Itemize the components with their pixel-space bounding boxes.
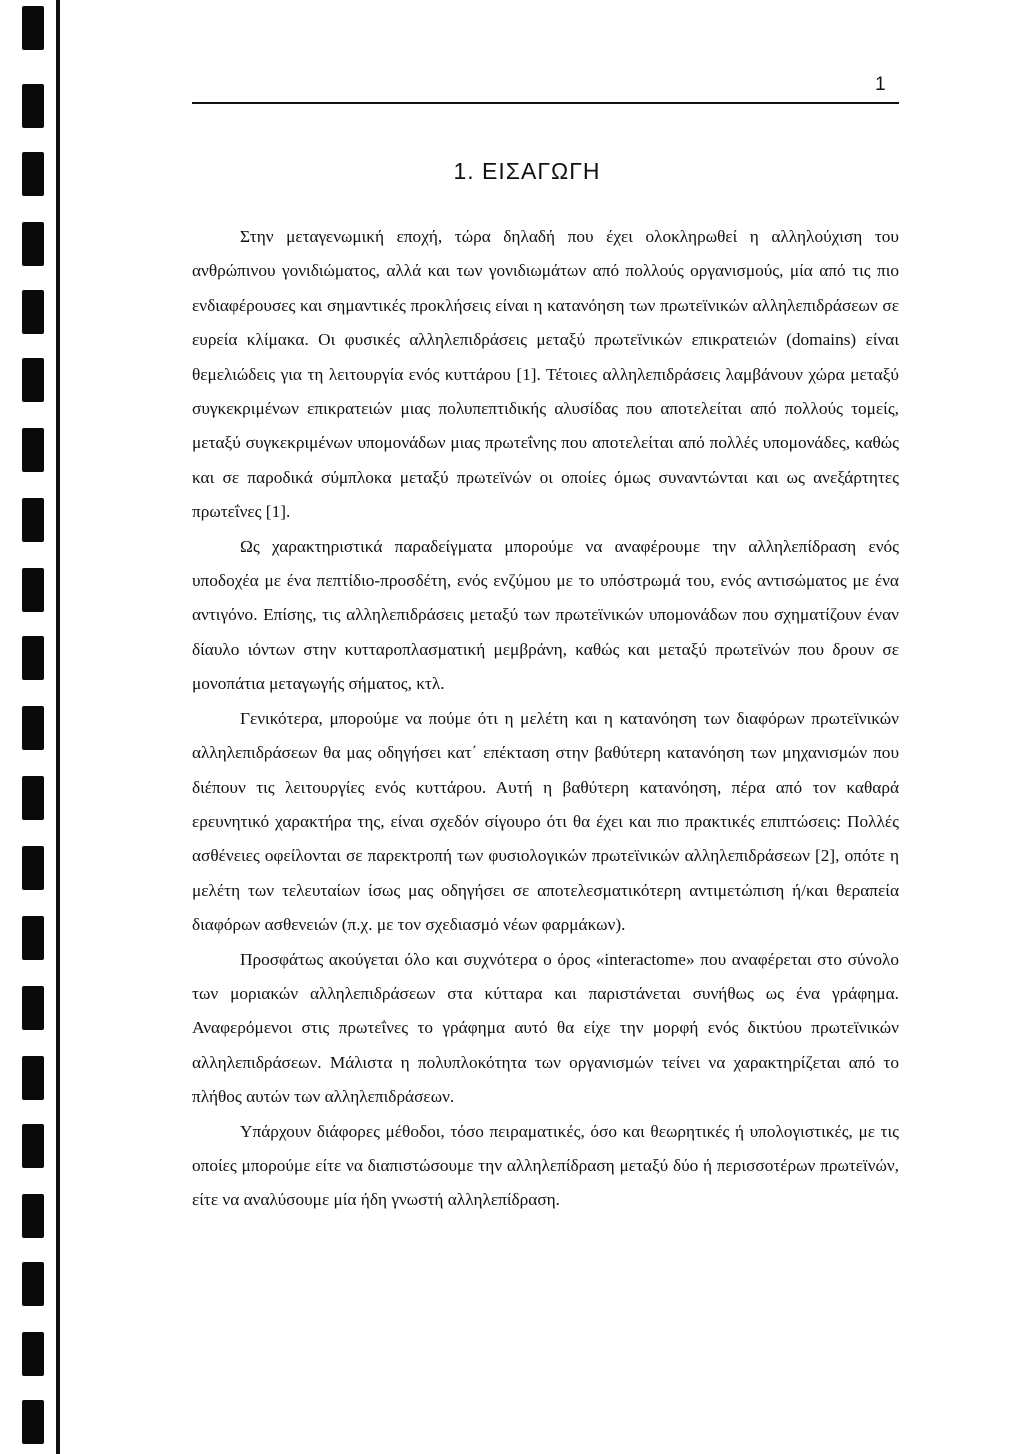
binding-mark bbox=[22, 1400, 44, 1444]
paragraph: Ως χαρακτηριστικά παραδείγματα μπορούμε να αναφέρουμε την αλληλεπίδραση ενός υποδοχέα με ένα πεπτίδιο-προσδέτη, ενός ενζύμου με το υπόστρωμά του, ενός αντισώματος με ένα αντιγόνο. Επίσης, τις αλληλεπιδράσεις μεταξύ των πρωτεϊνικών υπομονάδων που σχηματίζουν έναν δίαυλο ιόντων στην κυτταροπλασματική μεμβράνη, καθώς και μεταξύ πρωτεϊνών που δρουν σε μονοπάτια μεταγωγής σήματος, κτλ. bbox=[192, 536, 899, 694]
binding-mark bbox=[22, 1262, 44, 1306]
header-rule bbox=[192, 102, 899, 104]
binding-mark bbox=[22, 222, 44, 266]
binding-mark bbox=[22, 568, 44, 612]
page-number: 1 bbox=[875, 74, 886, 95]
paragraph: Προσφάτως ακούγεται όλο και συχνότερα ο όρος «interactome» που αναφέρεται στο σύνολο των μοριακών αλληλεπιδράσεων στα κύτταρα και παριστάνεται συνήθως ως ένα γράφημα. Αναφερόμενοι στις πρωτεΐνες το γράφημα αυτό θα είχε την μορφή ενός δικτύου πρωτεϊνικών αλληλεπιδράσεων. Μάλιστα η πολυπλοκότητα των οργανισμών τείνει να χαρακτηρίζεται από το πλήθος αυτών των αλληλεπιδράσεων. bbox=[192, 949, 899, 1107]
binding-mark bbox=[22, 636, 44, 680]
binding-edge-line bbox=[56, 0, 60, 1454]
binding-mark bbox=[22, 1332, 44, 1376]
binding-mark bbox=[22, 358, 44, 402]
binding-mark bbox=[22, 706, 44, 750]
paragraph: Στην μεταγενωμική εποχή, τώρα δηλαδή που έχει ολοκληρωθεί η αλληλούχιση του ανθρώπινου γονιδιώματος, αλλά και των γονιδιωμάτων από πολλούς οργανισμούς, μία από τις πιο ενδιαφέρουσες και σημαντικές προκλήσεις είναι η κατανόηση των πρωτεϊνικών αλληλεπιδράσεων σε ευρεία κλίμακα. Οι φυσικές αλληλεπιδράσεις μεταξύ πρωτεϊνικών επικρατειών (domains) είναι θεμελιώδεις για τη λειτουργία ενός κυττάρου [1]. Τέτοιες αλληλεπιδράσεις λαμβάνουν χώρα μεταξύ συγκεκριμένων επικρατειών μιας πολυπεπτιδικής αλυσίδας που αποτελείται από πολλούς τομείς, μεταξύ συγκεκριμένων υπομονάδων μιας πρωτεΐνης που αποτελείται από πολλές υπομονάδες, καθώς και σε παροδικά σύμπλοκα μεταξύ πρωτεϊνών οι οποίες όμως συναντώνται και ως ανεξάρτητες πρωτεΐνες [1]. bbox=[192, 227, 899, 522]
binding-mark bbox=[22, 1194, 44, 1238]
binding-mark bbox=[22, 290, 44, 334]
binding-mark bbox=[22, 1124, 44, 1168]
binding-mark bbox=[22, 986, 44, 1030]
binding-strip bbox=[0, 0, 60, 1454]
paragraph: Γενικότερα, μπορούμε να πούμε ότι η μελέτη και η κατανόηση των διαφόρων πρωτεϊνικών αλληλεπιδράσεων θα μας οδηγήσει κατ΄ επέκταση στην βαθύτερη κατανόηση των μηχανισμών που διέπουν τις λειτουργίες ενός κυττάρου. Αυτή η βαθύτερη κατανόηση, πέρα από τον καθαρά ερευνητικό χαρακτήρα της, είναι σχεδόν σίγουρο ότι θα έχει και πιο πρακτικές επιπτώσεις: Πολλές ασθένειες οφείλονται σε παρεκτροπή των φυσιολογικών πρωτεϊνικών αλληλεπιδράσεων [2], οπότε η μελέτη των τελευταίων ίσως μας οδηγήσει σε αποτελεσματικότερη αντιμετώπιση ή/και θεραπεία διαφόρων ασθενειών (π.χ. με τον σχεδιασμό νέων φαρμάκων). bbox=[192, 708, 899, 935]
binding-mark bbox=[22, 916, 44, 960]
paragraph: Υπάρχουν διάφορες μέθοδοι, τόσο πειραματικές, όσο και θεωρητικές ή υπολογιστικές, με τις οποίες μπορούμε είτε να διαπιστώσουμε την αλληλεπίδραση μεταξύ δύο ή περισσοτέρων πρωτεϊνών, είτε να αναλύσουμε μία ήδη γνωστή αλληλεπίδραση. bbox=[192, 1121, 899, 1210]
body-text bbox=[192, 220, 899, 1218]
binding-mark bbox=[22, 498, 44, 542]
binding-mark bbox=[22, 6, 44, 50]
binding-mark bbox=[22, 84, 44, 128]
binding-mark bbox=[22, 846, 44, 890]
binding-mark bbox=[22, 428, 44, 472]
binding-mark bbox=[22, 1056, 44, 1100]
chapter-title: 1. ΕΙΣΑΓΩΓΗ bbox=[453, 158, 601, 184]
binding-mark bbox=[22, 776, 44, 820]
